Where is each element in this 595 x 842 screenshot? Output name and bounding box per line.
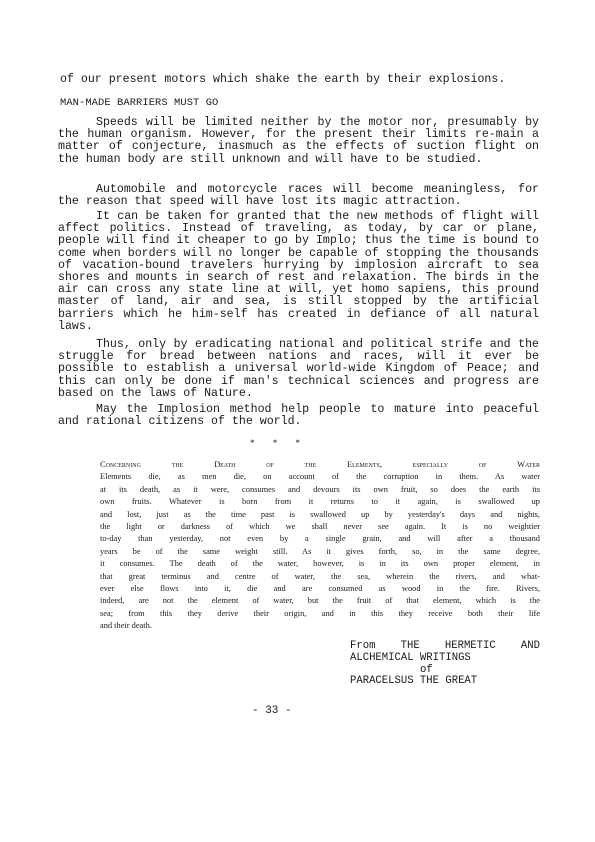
- quote-line: it consumes. The death of the water, however, is in its own proper element, in: [100, 559, 540, 569]
- quote-line: that great terminus and centre of water, the sea, wherein the rivers, and what-: [100, 571, 540, 581]
- quote-line: own fruits. Whatever is born from it returns to it again, is swallowed up: [100, 497, 540, 507]
- attribution-line: PARACELSUS THE GREAT: [350, 675, 478, 688]
- quote-line: Elements die, as men die, on account of the corruption in them. As water: [100, 472, 540, 482]
- section-heading: MAN-MADE BARRIERS MUST GO: [60, 97, 219, 109]
- paracelsus-quote: [100, 459, 540, 633]
- quote-title: Concerning the Death of the Elements, especially of Water: [100, 460, 540, 469]
- continuation-line: of our present motors which shake the earth by their explosions.: [60, 73, 506, 86]
- section-separator: * * *: [250, 438, 308, 448]
- paragraph-races: Automobile and motorcycle races will become meaningless, for the reason that speed will have lost its magic attraction.: [58, 183, 539, 209]
- quote-attribution: [350, 641, 540, 688]
- quote-line: ever else flows into it, die and are consumed as wood in the fire. Rivers,: [100, 584, 540, 594]
- quote-line: and lost, just as the time past is swallowed up by yesterday's days and nights,: [100, 509, 540, 519]
- quote-line: sea; from this they derive their origin, and in this they receive both their life: [100, 608, 540, 618]
- attribution-line: ALCHEMICAL WRITINGS: [350, 651, 471, 664]
- paragraph-peace: Thus, only by eradicating national and political strife and the struggle for bread between nations and races, will it ever be possible to establish a universal world-wide Kingdom of Peace; and this can only be done if man's technical sciences and progress are based on the laws of Nature.: [58, 338, 539, 400]
- quote-line: years be of the same weight still. As it gives forth, so, in the same degree,: [100, 546, 540, 556]
- attribution-line: of: [420, 663, 433, 676]
- paragraph-politics: It can be taken for granted that the new methods of flight will affect politics. Instead of traveling, as today, by car or plane, people will find it cheaper to go by Implo; thus the time is bound to come when borders will no longer be capable of stopping the thousands of vacation-bound travelers hurrying by implosion aircraft to sea shores and mounts in search of rest and relaxation. The birds in the air can cross any state line at will, yet homo sapiens, this pround master of land, air and sea, is still stopped by the artificial barriers which he him-self has created in defiance of all natural laws.: [58, 210, 539, 333]
- quote-line: the light or darkness of which we shall never see again. It is no weightier: [100, 522, 540, 532]
- quote-line: at its death, as it were, consumes and devours its own fruit, so does the earth its: [100, 484, 540, 494]
- paragraph-closing: May the Implosion method help people to mature into peaceful and rational citizens of the world.: [58, 403, 539, 429]
- quote-line: to-day than yesterday, not even by a single grain, and will after a thousand: [100, 534, 540, 544]
- quote-line: and their death.: [100, 621, 152, 631]
- quote-line: indeed, are not the element of water, but the fruit of that element, which is the: [100, 596, 540, 606]
- paragraph-speeds: Speeds will be limited neither by the motor nor, presumably by the human organism. However, for the present their limits re-main a matter of conjecture, inasmuch as the effects of suction flight on the human body are still unknown and will have to be studied.: [58, 116, 539, 166]
- page-number: - 33 -: [252, 705, 292, 717]
- attribution-line: From THE HERMETIC AND: [350, 640, 540, 652]
